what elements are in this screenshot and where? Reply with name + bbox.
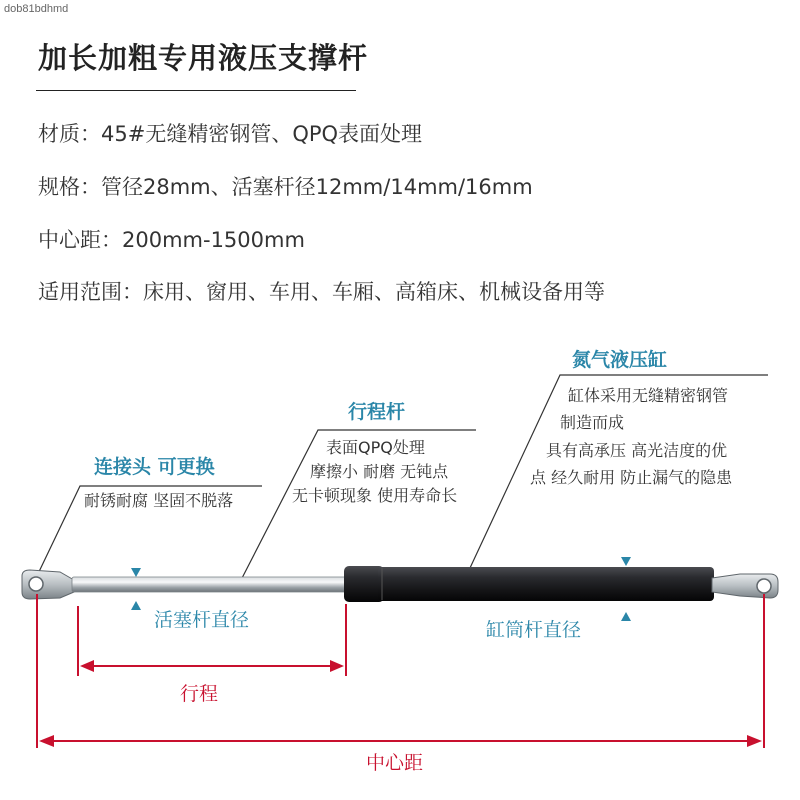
cylinder-body bbox=[344, 566, 714, 602]
connector-callout-title: 连接头 可更换 bbox=[94, 456, 215, 478]
piston-rod bbox=[72, 577, 350, 592]
cylinder-diameter-label: 缸筒杆直径 bbox=[486, 619, 582, 641]
spec-size: 规格：管径28mm、活塞杆径12mm/14mm/16mm bbox=[38, 175, 533, 199]
cylinder-callout-line-4: 点 经久耐用 防止漏气的隐患 bbox=[530, 468, 733, 487]
spec-material: 材质：45#无缝精密钢管、QPQ表面处理 bbox=[38, 122, 423, 146]
cylinder-callout-line-1: 缸体采用无缝精密钢管 bbox=[568, 386, 729, 405]
dimension-lines bbox=[37, 594, 764, 748]
watermark: dob81bdhmd bbox=[4, 3, 69, 15]
page-title: 加长加粗专用液压支撑杆 bbox=[38, 41, 369, 75]
cylinder-callout-line-2: 制造而成 bbox=[560, 413, 625, 432]
spec-application: 适用范围：床用、窗用、车用、车厢、高箱床、机械设备用等 bbox=[38, 280, 605, 304]
spec-center-distance: 中心距：200mm-1500mm bbox=[38, 228, 305, 252]
stroke-rod-callout-title: 行程杆 bbox=[348, 401, 406, 423]
right-eye-connector bbox=[712, 574, 778, 598]
connector-callout-text: 耐锈耐腐 坚固不脱落 bbox=[84, 491, 234, 510]
stroke-rod-callout-line-3: 无卡顿现象 使用寿命长 bbox=[292, 486, 458, 505]
stroke-rod-callout-line-1: 表面QPQ处理 bbox=[326, 438, 425, 457]
left-eye-connector bbox=[22, 570, 74, 599]
center-distance-label: 中心距 bbox=[366, 752, 424, 774]
piston-rod-diameter-label: 活塞杆直径 bbox=[154, 609, 250, 631]
stroke-rod-callout-line-2: 摩擦小 耐磨 无钝点 bbox=[310, 462, 449, 481]
cylinder-callout-line-3: 具有高承压 高光洁度的优 bbox=[546, 441, 728, 460]
cylinder-callout-title: 氮气液压缸 bbox=[572, 349, 668, 371]
stroke-label: 行程 bbox=[180, 683, 219, 705]
